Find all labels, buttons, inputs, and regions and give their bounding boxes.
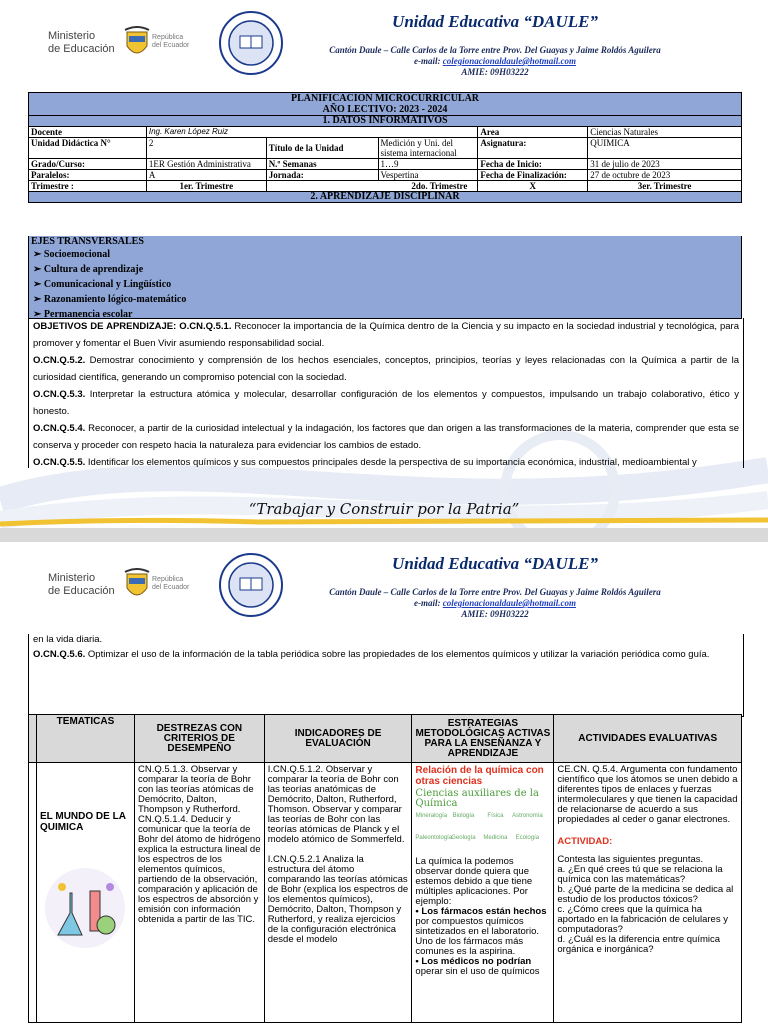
address-line: Cantón Daule – Calle Carlos de la Torre entre Prov. Del Guayas y Jaime Roldós Aguilera bbox=[329, 587, 661, 597]
col-spacer bbox=[29, 763, 37, 1023]
trimestre-3: 3er. Trimestre bbox=[588, 181, 742, 192]
eje-item: ➢ Socioemocional bbox=[33, 249, 110, 260]
page-gap bbox=[0, 528, 768, 542]
plan-title-cell bbox=[29, 93, 742, 116]
email-link[interactable]: colegionacionaldaule@hotmail.com bbox=[442, 56, 576, 66]
asignatura-value: QUIMICA bbox=[588, 138, 742, 159]
section2-title: 2. APRENDIZAJE DISCIPLINAR bbox=[29, 192, 742, 203]
page-header bbox=[0, 0, 768, 82]
final-label: Fecha de Finalización: bbox=[478, 170, 588, 181]
indicador-2: I.CN.Q.5.2.1 Analiza la estructura del átomo comparando las teorías atómicas de Bohr (explica los espectros de los elementos químicos), Demócrito, Dalton, Thompson y Rutherford, y realiza ejercicios de la configuración electrónica desde el modelo bbox=[267, 854, 409, 945]
grado-label: Grado/Curso: bbox=[29, 159, 147, 170]
ecuador-shield-icon bbox=[123, 26, 151, 60]
area-label: Area bbox=[478, 127, 588, 138]
page-header bbox=[0, 542, 768, 624]
objetivos-continuacion bbox=[28, 634, 744, 717]
pregunta-c: c. ¿Cómo crees que la química ha aportado en la fabricación de celulares y computadoras? bbox=[557, 904, 728, 935]
col-spacer bbox=[29, 715, 37, 763]
eje-item: ➢ Razonamiento lógico-matemático bbox=[33, 294, 187, 305]
jornada-value: Vespertina bbox=[378, 170, 478, 181]
ministerio-line2: de Educación bbox=[48, 43, 115, 55]
school-name: Unidad Educativa “DAULE” bbox=[392, 554, 598, 573]
tematica-cell bbox=[36, 763, 134, 1023]
trimestre-1: 1er. Trimestre bbox=[146, 181, 266, 192]
republica-line1: República bbox=[152, 34, 184, 41]
estrategia-parrafo-3: • Los médicos no podrían operar sin el uso de químicos bbox=[415, 956, 540, 977]
semanas-label: N.º Semanas bbox=[266, 159, 378, 170]
asignatura-label: Asignatura: bbox=[478, 138, 588, 159]
ecuador-shield-icon bbox=[123, 568, 151, 602]
republica-logo bbox=[152, 576, 189, 592]
republica-line1: República bbox=[152, 576, 184, 583]
actividad-criterio: CE.CN. Q.5.4. Argumenta con fundamento científico que los átomos se unen debido a diferentes tipos de enlaces y fuerzas intermoleculares y que tienen la capacidad de relacionarse de acuerdo a sus propiedades al ceder o ganar electrones. bbox=[557, 764, 738, 825]
inicio-label: Fecha de Inicio: bbox=[478, 159, 588, 170]
indicador-1: I.CN.Q.5.1.2. Observar y comparar la teoría de Bohr con las teorías anatómicas de Demócrito, Dalton, Rutherford, Thomson. Observar y comparar las teorías de Bohr con las teorías atómicas de Planck y el modelo atómico de Sommerfeld. bbox=[267, 764, 405, 845]
objetivo-5: O.CN.Q.5.5. Identificar los elementos químicos y sus compuestos principales desde la perspectiva de su importancia económica, industrial, medioambiental y bbox=[33, 457, 697, 468]
unidad-value: 2 bbox=[146, 138, 266, 159]
objetivo-3: O.CN.Q.5.3. Interpretar la estructura atómica y molecular, desarrollar configuración de los elementos y compuestos, impulsando un trabajo colaborativo, ético y honesto. bbox=[33, 389, 739, 417]
objetivo-5-cont: en la vida diaria. bbox=[33, 634, 103, 645]
ministerio-line2: de Educación bbox=[48, 585, 115, 597]
school-motto: “Trabajar y Construir por la Patria” bbox=[248, 500, 520, 518]
ministerio-line1: Ministerio bbox=[48, 572, 96, 584]
actividad-instruccion: Contesta las siguientes preguntas. bbox=[557, 854, 704, 865]
footer-wave bbox=[0, 516, 768, 528]
email-label: e-mail: bbox=[414, 598, 441, 608]
school-seal-icon bbox=[218, 552, 284, 618]
destrezas-cell: CN.Q.5.1.3. Observar y comparar la teoría de Bohr con las teorías atómicas de Demócrito, Dalton, Thompson y Rutherford. CN.Q.5.1.4. Deducir y comunicar que la teoría de Bohr del átomo de hidrógeno explica la estructura lineal de los espectros de los elementos químicos, partiendo de la observación, comparación y aplicación de los espectros de absorción y emisión con información obtenida a partir de las TIC. bbox=[134, 763, 264, 1023]
amie-code: AMIE: 09H03222 bbox=[461, 609, 529, 619]
indicadores-cell bbox=[264, 763, 412, 1023]
estrategia-parrafo-2: • Los fármacos están hechos por compuestos químicos sintetizados en el laboratorio. Uno de los fármacos más comunes es la aspirina. bbox=[415, 906, 547, 957]
objetivo-2: O.CN.Q.5.2. Demostrar conocimiento y comprensión de los hechos esenciales, conceptos, principios, teorías y leyes relacionadas con la Química a partir de la curiosidad científica, generando un compromiso potencial con la sociedad. bbox=[33, 355, 739, 383]
header-tematicas: TEMATICAS bbox=[36, 715, 134, 763]
eje-item: ➢ Comunicacional y Lingüístico bbox=[33, 279, 172, 290]
plan-title: PLANIFICACION MICROCURRICULAR bbox=[290, 93, 480, 104]
planificacion-table bbox=[28, 714, 742, 1023]
email-label: e-mail: bbox=[414, 56, 441, 66]
titulo-label: Título de la Unidad bbox=[266, 138, 378, 159]
ejes-transversales bbox=[28, 236, 742, 319]
unidad-label: Unidad Didáctica N° bbox=[29, 138, 147, 159]
pregunta-a: a. ¿En qué crees tú que se relaciona la química con las matemáticas? bbox=[557, 864, 723, 885]
trimestre-2-mark: X bbox=[478, 181, 588, 192]
republica-line2: del Ecuador bbox=[152, 42, 190, 49]
jornada-label: Jornada: bbox=[266, 170, 378, 181]
page-2 bbox=[0, 542, 768, 1024]
objetivo-4: O.CN.Q.5.4. Reconocer, a partir de la curiosidad intelectual y la indagación, los factores que dan origen a las transformaciones de la materia, comprender que esta se conserva y proceder con respeto hacia la naturaleza para evidenciar los cambios de estado. bbox=[33, 423, 739, 451]
pregunta-d: d. ¿Cuál es la diferencia entre química orgánica e inorgánica? bbox=[557, 934, 721, 955]
estrategia-title: Relación de la química con otras ciencias bbox=[415, 765, 544, 787]
docente-label: Docente bbox=[29, 127, 147, 138]
header-destrezas: DESTREZAS CON CRITERIOS DE DESEMPEÑO bbox=[134, 715, 264, 763]
eje-item: ➢ Cultura de aprendizaje bbox=[33, 264, 144, 275]
trimestre-2: 2do. Trimestre bbox=[266, 181, 478, 192]
pregunta-b: b. ¿Qué parte de la medicina se dedica al estudio de los productos tóxicos? bbox=[557, 884, 734, 905]
tematica-title: EL MUNDO DE LA QUIMICA bbox=[39, 811, 126, 833]
school-address bbox=[300, 45, 690, 78]
header-indicadores: INDICADORES DE EVALUACIÓN bbox=[264, 715, 412, 763]
ministerio-logo bbox=[48, 572, 115, 598]
objetivos-aprendizaje bbox=[28, 318, 744, 468]
objetivo-1: OBJETIVOS DE APRENDIZAJE: O.CN.Q.5.1. Reconocer la importancia de la Química dentro de la Ciencia y su impacto en la sociedad industrial y tecnológica, para promover y fomentar el Buen Vivir asumiendo responsabilidad social. bbox=[33, 321, 739, 349]
area-value: Ciencias Naturales bbox=[588, 127, 742, 138]
email-line bbox=[300, 56, 690, 67]
chemistry-lab-icon bbox=[40, 863, 130, 953]
datos-informativos-table bbox=[28, 92, 742, 203]
header-actividades: ACTIVIDADES EVALUATIVAS bbox=[554, 715, 742, 763]
objetivo-6: O.CN.Q.5.6. Optimizar el uso de la información de la tabla periódica sobre las propiedades de los elementos químicos y utilizar la variación periódica como guía. bbox=[33, 649, 710, 660]
estrategias-cell bbox=[412, 763, 554, 1023]
section1-title: 1. DATOS INFORMATIVOS bbox=[29, 116, 742, 127]
header-estrategias: ESTRATEGIAS METODOLÓGICAS ACTIVAS PARA LA ENSEÑANZA Y APRENDIZAJE bbox=[412, 715, 554, 763]
actividades-cell bbox=[554, 763, 742, 1023]
ciencias-auxiliares-title: Ciencias auxiliares de la Química bbox=[415, 788, 539, 809]
address-line: Cantón Daule – Calle Carlos de la Torre entre Prov. Del Guayas y Jaime Roldós Aguilera bbox=[329, 45, 661, 55]
school-seal-icon bbox=[218, 10, 284, 76]
plan-year: AÑO LECTIVO: 2023 - 2024 bbox=[322, 104, 448, 115]
eje-item: ➢ Permanencia escolar bbox=[33, 309, 133, 320]
email-line bbox=[300, 598, 690, 609]
inicio-value: 31 de julio de 2023 bbox=[588, 159, 742, 170]
republica-line2: del Ecuador bbox=[152, 584, 190, 591]
docente-value: Ing. Karen López Ruiz bbox=[146, 127, 478, 138]
amie-code: AMIE: 09H03222 bbox=[461, 67, 529, 77]
titulo-value: Medición y Uni. del sistema internacional bbox=[378, 138, 478, 159]
semanas-value: 1…9 bbox=[378, 159, 478, 170]
school-name: Unidad Educativa “DAULE” bbox=[392, 12, 598, 31]
ministerio-line1: Ministerio bbox=[48, 30, 96, 42]
grado-value: 1ER Gestión Administrativa bbox=[146, 159, 266, 170]
school-address bbox=[300, 587, 690, 620]
actividad-title: ACTIVIDAD: bbox=[557, 836, 613, 847]
final-value: 27 de octubre de 2023 bbox=[588, 170, 742, 181]
trimestre-label: Trimestre : bbox=[29, 181, 147, 192]
paralelo-value: A bbox=[146, 170, 266, 181]
email-link[interactable]: colegionacionaldaule@hotmail.com bbox=[442, 598, 576, 608]
estrategia-parrafo-1: La química la podemos observar donde quiera que estemos debido a que tiene múltiples aplicaciones. Por ejemplo: bbox=[415, 856, 533, 907]
ejes-title: EJES TRANSVERSALES bbox=[31, 236, 144, 247]
paralelos-label: Paralelos: bbox=[29, 170, 147, 181]
ciencias-auxiliares-grid: Mineralogía Biología Física Astronomía Paleontología Geología Medicina Ecología bbox=[415, 813, 543, 841]
ministerio-logo bbox=[48, 30, 115, 56]
republica-logo bbox=[152, 34, 189, 50]
